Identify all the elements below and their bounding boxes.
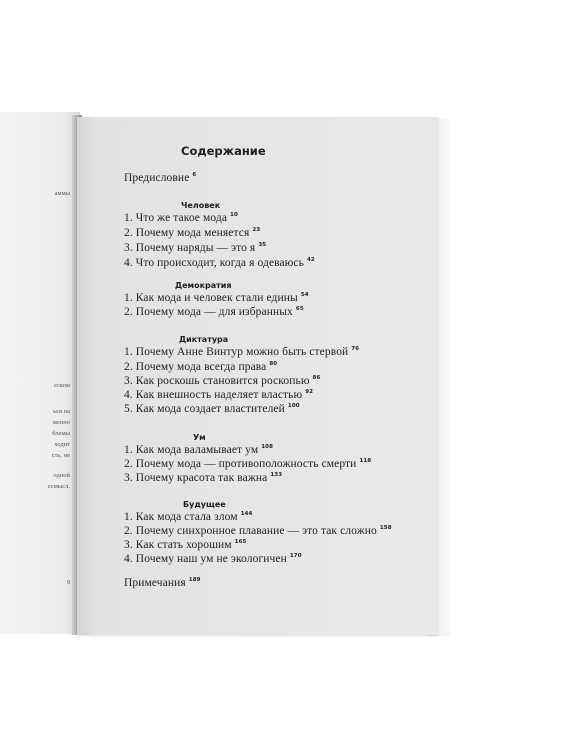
toc-entry: 3. Почему красота так важна $^{133}$ bbox=[124, 472, 283, 484]
toc-entry: 1. Что же такое мода $^{10}$ bbox=[124, 212, 238, 224]
right-page bbox=[77, 117, 438, 635]
toc-entry: 5. Как мода создает властителей $^{100}$ bbox=[124, 403, 300, 415]
toc-entry: 1. Почему Анне Винтур можно быть стервой $^{76}$ bbox=[124, 346, 360, 358]
toc-entry: 1. Как мода валамывает ум $^{108}$ bbox=[124, 444, 273, 456]
toc-entry: 3. Почему наряды — это я $^{35}$ bbox=[124, 242, 267, 254]
left-page-text: 9 bbox=[66, 579, 70, 586]
toc-entry: 2. Почему мода всегда права $^{80}$ bbox=[124, 361, 278, 373]
toc-title: Содержание bbox=[181, 144, 266, 158]
left-page bbox=[0, 112, 80, 634]
section-heading: Человек bbox=[181, 201, 221, 210]
toc-entry: 1. Как мода и человек стали едины $^{54}$ bbox=[124, 292, 309, 304]
toc-entry: 2. Почему синхронное плавание — это так сложно $^{158}$ bbox=[124, 525, 392, 537]
toc-entry: 4. Почему наш ум не экологичен $^{170}$ bbox=[124, 553, 302, 565]
left-page-text: сть, не bbox=[51, 452, 70, 459]
toc-entry: 4. Что происходит, когда я одеваюсь $^{42}$ bbox=[124, 257, 315, 269]
toc-entry: 2. Почему мода — противоположность смерти $^{118}$ bbox=[124, 458, 372, 470]
toc-entry: 3. Как стать хорошим $^{165}$ bbox=[124, 539, 247, 551]
left-page-text: блемы bbox=[52, 430, 70, 437]
left-page-text: еском bbox=[54, 382, 70, 389]
toc-entry: 4. Как внешность наделяет властью $^{92}$ bbox=[124, 389, 314, 401]
left-page-text: аммы bbox=[54, 190, 70, 197]
left-page-text: ходит bbox=[54, 441, 70, 448]
toc-notes: Примечания $^{189}$ bbox=[124, 577, 201, 589]
toc-entry: 1. Как мода стала злом $^{144}$ bbox=[124, 511, 253, 523]
toc-entry: 3. Как роскошь становится роскопью $^{86}$ bbox=[124, 375, 321, 387]
section-heading: Будущее bbox=[183, 500, 226, 509]
left-page-text: менно bbox=[52, 419, 70, 426]
section-heading: Ум bbox=[193, 433, 206, 442]
section-heading: Демократия bbox=[175, 281, 232, 290]
left-page-text: есмысл. bbox=[47, 483, 70, 490]
left-page-text: одной bbox=[53, 472, 70, 479]
left-page-text: ься на bbox=[53, 408, 70, 415]
section-heading: Диктатура bbox=[179, 335, 229, 344]
toc-entry: 2. Почему мода меняется $^{23}$ bbox=[124, 227, 261, 239]
toc-entry: 2. Почему мода — для избранных $^{65}$ bbox=[124, 306, 304, 318]
toc-preface: Предисловие $^6$ bbox=[124, 172, 197, 184]
